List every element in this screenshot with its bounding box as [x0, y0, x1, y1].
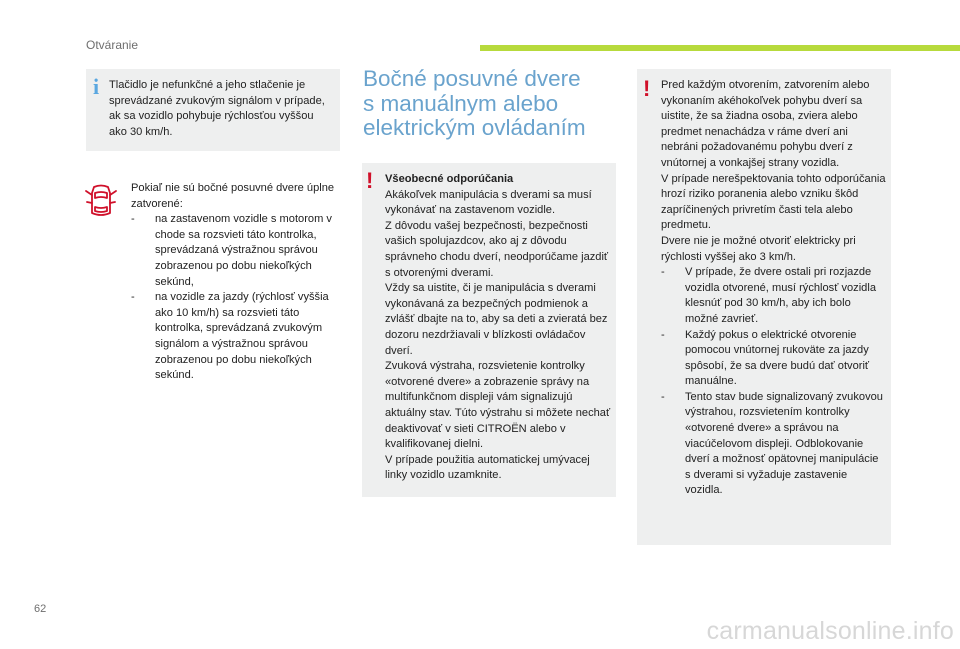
safety-warning-text — [661, 78, 887, 499]
recommendation-paragraph: Vždy sa uistite, či je manipulácia s dverami vykonávaná za bezpečných podmienok a zvlášť dbajte na to, aby sa deti a zvieratá bez dozoru nezdržiavali v blízkosti ovládačov dverí. — [385, 282, 608, 357]
warning-item: - Každý pokus o elektrické otvorenie pomocou vnútornej rukoväte za jazdy spôsobí, že sa dvere budú dať otvoriť manuálne. — [661, 328, 887, 390]
recommendations-heading: Všeobecné odporúčania — [385, 173, 514, 185]
section-label: Otváranie — [86, 38, 139, 52]
recommendation-paragraph: Z dôvodu vašej bezpečnosti, bezpečnosti vašich spolujazdcov, ako aj z dôvodu správneho chodu dverí, neodporúčame jazdiť s otvorenými dverami. — [385, 219, 609, 279]
warning-item: - Tento stav bude signalizovaný zvukovou výstrahou, rozsvietením kontrolky «otvorené dvere» a správou na viacúčelovom displeji. Odblokovanie dverí a možnosť opätovnej manipulácie s dverami si vyžaduje zastavenie vozidla. — [661, 390, 887, 499]
title-line: s manuálnym alebo — [363, 90, 559, 116]
general-recommendations-text — [385, 172, 613, 484]
recommendation-paragraph: Akákoľvek manipulácia s dverami sa musí vykonávať na zastavenom vozidle. — [385, 188, 592, 217]
open-door-warning-lamp-icon — [84, 183, 118, 219]
recommendation-paragraph: Zvuková výstraha, rozsvietenie kontrolky «otvorené dvere» a zobrazenie správy na multifunkčnom displeji vám signalizujú aktuálny stav. Túto výstrahu si môžete nechať deaktivovať v sieti CITROËN alebo v kvalifikovanej dielni. — [385, 360, 611, 451]
lamp-item: - na vozidle za jazdy (rýchlosť vyššia ako 10 km/h) sa rozsvieti táto kontrolka, sprevádzaná zvukovým signálom a výstražnou správou zobrazenou po dobu niekoľkých sekúnd. — [131, 290, 341, 384]
page-title — [363, 67, 623, 141]
recommendation-paragraph: V prípade použitia automatickej umývacej linky vozidlo uzamknite. — [385, 453, 590, 482]
warning-paragraph: Pred každým otvorením, zatvorením alebo vykonaním akéhokoľvek pohybu dverí sa uistite, že sa žiadna osoba, zviera alebo predmet nenachádza v ráme dverí ani nebráni požadovanému pohybu dverí z vnútornej a vonkajšej strany vozidla. — [661, 79, 870, 169]
info-icon: i — [93, 74, 100, 99]
warning-exclamation-icon: ! — [366, 168, 374, 193]
lamp-text — [131, 181, 341, 384]
warning-item: - V prípade, že dvere ostali pri rozjazde vozidla otvorené, musí rýchlosť vozidla klesnúť pod 30 km/h, aby ich bolo možné zavrieť. — [661, 265, 887, 327]
warning-exclamation-icon: ! — [643, 76, 651, 101]
watermark: carmanualsonline.info — [706, 617, 954, 645]
title-line: Bočné posuvné dvere — [363, 66, 581, 91]
warning-paragraph: V prípade nerešpektovania tohto odporúčania hrozí riziko poranenia alebo vzniku škôd zapríčinených privretím časti tela alebo predmetu. — [661, 172, 886, 232]
lamp-intro: Pokiaľ nie sú bočné posuvné dvere úplne zatvorené: — [131, 182, 335, 210]
warning-paragraph: Dvere nie je možné otvoriť elektricky pri rýchlosti vyššej ako 3 km/h. — [661, 234, 856, 263]
info-text: Tlačidlo je nefunkčné a jeho stlačenie je sprevádzané zvukovým signálom v prípade, ak sa vozidlo pohybuje rýchlosťou vyššou ako 30 km/h. — [109, 79, 325, 138]
section-accent-bar — [480, 45, 960, 51]
title-line: elektrickým ovládaním — [363, 115, 586, 140]
page-number: 62 — [34, 603, 47, 615]
lamp-item: - na zastavenom vozidle s motorom v chode sa rozsvieti táto kontrolka, sprevádzaná výstražnou správou zobrazenou po dobu niekoľkých sekúnd, — [131, 212, 341, 290]
info-box-text — [109, 78, 334, 140]
